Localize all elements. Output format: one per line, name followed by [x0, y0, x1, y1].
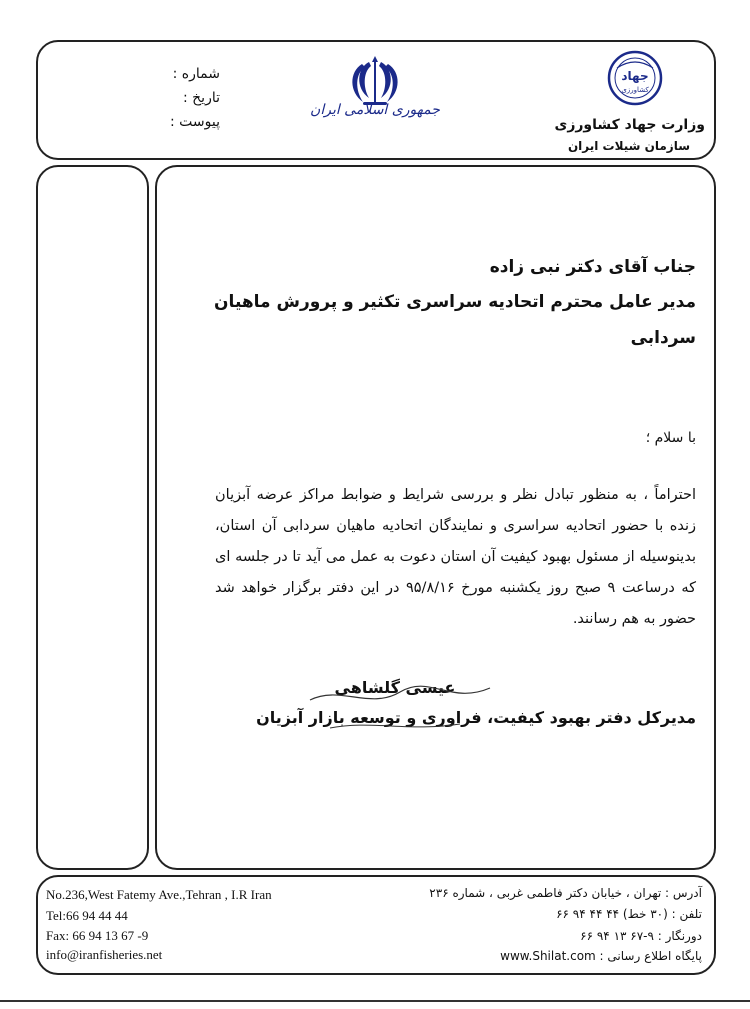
attachment-label: پیوست :: [170, 114, 220, 130]
recipient-line-2: مدیر عامل محترم اتحادیه سراسری تکثیر و پرورش ماهیان: [214, 292, 696, 312]
organization-name: سازمان شیلات ایران: [567, 139, 690, 153]
recipient-line-3: سردابی: [630, 328, 696, 348]
ministry-name: وزارت جهاد کشاورزی: [554, 117, 705, 133]
footer-fa-website: پایگاه اطلاع رسانی : www.Shilat.com: [500, 949, 702, 963]
signer-title: مدیرکل دفتر بهبود کیفیت، فراوری و توسعه بازار آبزیان: [256, 708, 696, 727]
footer-en-fax: Fax: 66 94 13 67 -9: [46, 928, 149, 943]
logo-main-text: جهاد: [621, 69, 649, 83]
date-label: تاریخ :: [182, 90, 220, 106]
recipient-line-1: جناب آقای دکتر نبی زاده: [489, 257, 696, 277]
footer-fa-address: آدرس : تهران ، خیابان دکتر فاطمی غربی ، شماره ۲۳۶: [429, 886, 702, 900]
footer-en-address: No.236,West Fatemy Ave.,Tehran , I.R Iran: [46, 887, 272, 902]
footer-en-tel: Tel:66 94 44 44: [46, 908, 128, 923]
side-margin-frame: [36, 165, 149, 870]
greeting: با سلام ؛: [645, 430, 696, 446]
republic-caption: جمهوری اسلامی ایران: [310, 102, 440, 118]
footer-en-email: info@iranfisheries.net: [46, 947, 163, 962]
footer-fa-tel: تلفن : (۳۰ خط) ۴۴ ۴۴ ۹۴ ۶۶: [556, 907, 702, 921]
page-bottom-divider: [0, 1000, 750, 1002]
iran-emblem-icon: [343, 52, 407, 108]
logo-sub-text: کشاورزی: [621, 86, 649, 94]
letter-body: احتراماً ، به منظور تبادل نظر و بررسی شرایط و ضوابط مراکز عرضه آبزیان زنده با حضور اتحادیه سراسری و نمایندگان اتحادیه ماهیان سردابی آن استان، بدینوسیله از مسئول بهبود کیفیت آن استان دعوت به عمل می آید تا در جلسه ای که درساعت ۹ صبح روز یکشنبه مورخ ۹۵/۸/۱۶ در این دفتر برگزار خواهد شد حضور به هم رسانند.: [215, 487, 696, 627]
jahad-keshavarzi-logo-icon: [607, 50, 663, 106]
number-label: شماره :: [172, 66, 220, 82]
signer-name: عیسی گلشاهی: [334, 678, 456, 697]
footer-fa-fax: دورنگار : ۹-۶۷ ۱۳ ۹۴ ۶۶: [580, 929, 702, 943]
